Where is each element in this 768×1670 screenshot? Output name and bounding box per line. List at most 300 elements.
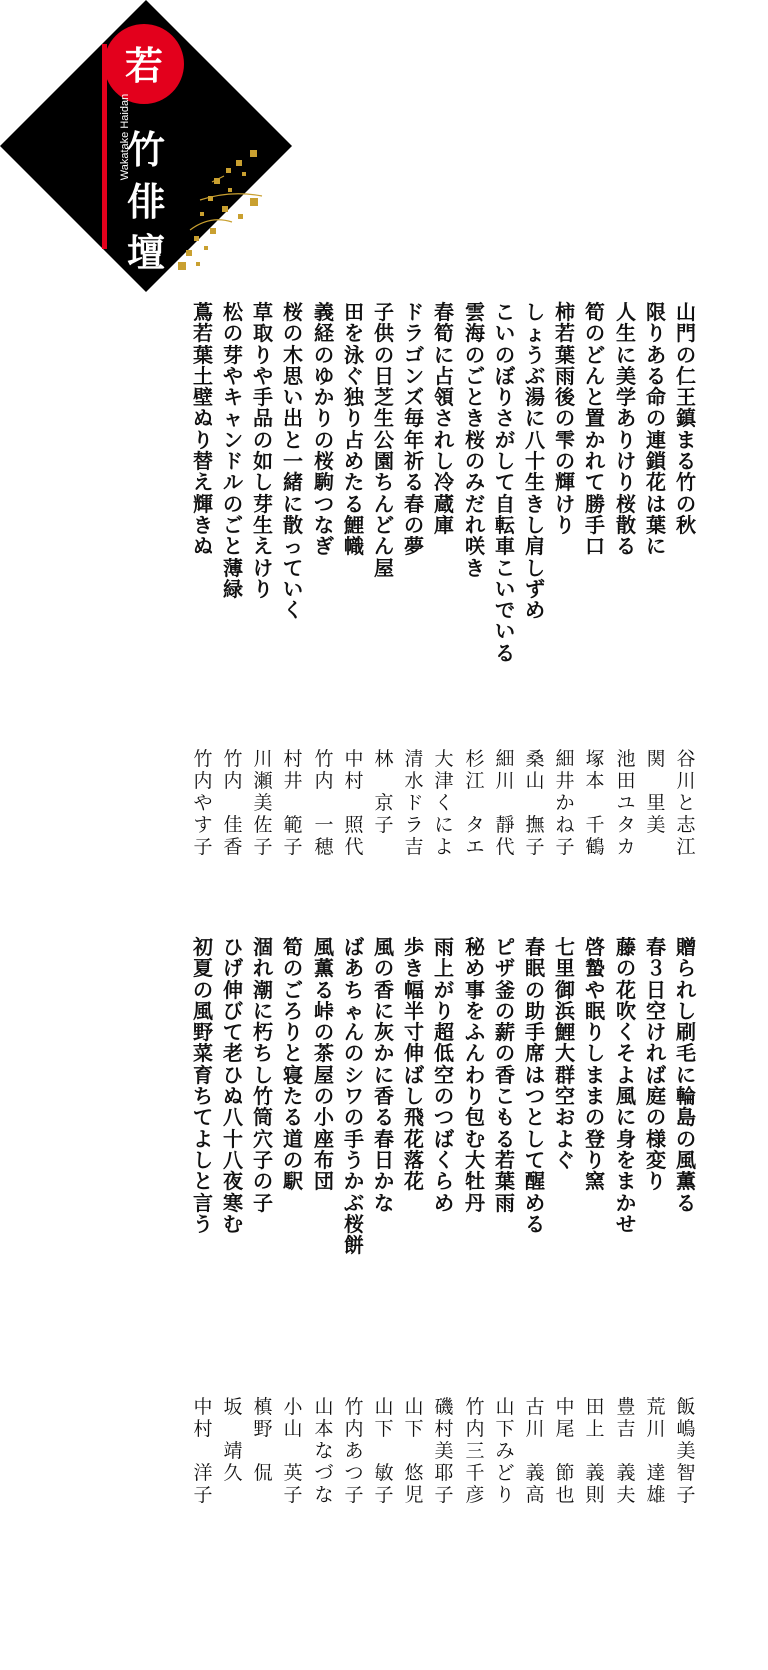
character: と — [525, 1105, 545, 1130]
character: 池 — [616, 748, 636, 770]
character: 子 — [253, 1190, 273, 1215]
character: 津 — [434, 770, 454, 792]
character: 桜 — [616, 491, 636, 516]
character: 夢 — [404, 534, 424, 559]
character: め — [525, 1190, 545, 1215]
haiku-poem — [491, 302, 519, 664]
character: 醒 — [525, 1169, 545, 1194]
character: 佳 — [223, 814, 243, 836]
character: 山 — [404, 1396, 424, 1418]
character: ン — [404, 363, 424, 388]
haiku-poem — [370, 302, 398, 579]
character: る — [646, 363, 666, 388]
haiku-poem — [521, 302, 549, 621]
haiku-author — [310, 748, 338, 858]
character: 育 — [193, 1062, 213, 1087]
character: 蔵 — [434, 491, 454, 516]
haiku-author — [612, 1396, 640, 1506]
haiku-author — [551, 1396, 579, 1506]
character: 年 — [404, 427, 424, 452]
character: め — [434, 1190, 454, 1215]
haiku-author — [370, 1396, 398, 1506]
character: に — [616, 342, 636, 367]
character: っ — [283, 534, 303, 559]
character: が — [495, 427, 515, 452]
character: 子 — [253, 1147, 273, 1172]
character: の — [314, 427, 334, 452]
character: に — [616, 1105, 636, 1130]
character — [340, 792, 368, 814]
haiku-author — [491, 1396, 519, 1506]
character: の — [525, 977, 545, 1002]
character: 刷 — [676, 1020, 696, 1045]
character: 子 — [676, 1484, 696, 1506]
character: ご — [465, 363, 485, 388]
character: 下 — [495, 1418, 515, 1440]
haiku-poem — [461, 937, 489, 1214]
character: り — [465, 1084, 485, 1109]
character: 人 — [616, 300, 636, 324]
character: 空 — [555, 1084, 575, 1109]
character: 野 — [253, 1418, 273, 1440]
character: 柿 — [555, 300, 575, 324]
character: ど — [374, 512, 394, 537]
haiku-poem — [581, 937, 609, 1193]
character: 里 — [555, 956, 575, 981]
character: 日 — [646, 977, 666, 1002]
character: の — [223, 491, 243, 516]
character: え — [193, 470, 213, 495]
character: 耶 — [434, 1462, 454, 1484]
character: 佐 — [253, 814, 273, 836]
character: つ — [434, 1105, 454, 1130]
character: て — [585, 470, 605, 495]
character: げ — [223, 956, 243, 981]
character: こ — [495, 1084, 515, 1109]
character: 生 — [616, 321, 636, 346]
character: ひ — [223, 935, 243, 959]
character: 村 — [193, 1418, 213, 1440]
character: 占 — [434, 363, 454, 388]
character: 手 — [253, 385, 273, 410]
character: 林 — [374, 748, 394, 770]
character: る — [404, 470, 424, 495]
character: を — [344, 321, 364, 346]
character: 空 — [646, 998, 666, 1023]
character: わ — [465, 1062, 485, 1087]
character: の — [374, 342, 394, 367]
character — [521, 792, 549, 814]
character: 湯 — [525, 385, 545, 410]
character: ま — [676, 427, 696, 452]
character: エ — [465, 836, 485, 858]
haiku-author — [642, 1396, 670, 1506]
haiku-poem — [340, 937, 368, 1256]
character: ゴ — [404, 342, 424, 367]
character: 節 — [555, 1462, 575, 1484]
character: り — [283, 1020, 303, 1045]
character: 春 — [434, 300, 454, 324]
character: 井 — [555, 770, 575, 792]
logo-char-hai: 俳 — [126, 179, 165, 224]
character: い — [283, 576, 303, 601]
character: 飛 — [404, 1105, 424, 1130]
character: 夫 — [616, 1484, 636, 1506]
haiku-author — [642, 748, 670, 836]
haiku-poem — [249, 937, 277, 1214]
character: そ — [616, 1041, 636, 1066]
character — [491, 792, 519, 814]
character: ど — [585, 342, 605, 367]
character: 京 — [374, 792, 394, 814]
character: 村 — [434, 1418, 454, 1440]
character: と — [585, 385, 605, 410]
character: 王 — [676, 385, 696, 410]
character: 木 — [283, 342, 303, 367]
character: 則 — [585, 1484, 605, 1506]
character: 葉 — [193, 342, 213, 367]
character: 自 — [495, 491, 515, 516]
character — [219, 1418, 247, 1440]
character: 鯉 — [555, 1020, 575, 1045]
character: り — [253, 342, 273, 367]
character: ば — [434, 1126, 454, 1151]
character: め — [344, 449, 364, 474]
character: 子 — [283, 836, 303, 858]
character: き — [525, 491, 545, 516]
character: 芝 — [374, 385, 394, 410]
haiku-author — [581, 748, 609, 858]
haiku-poem — [672, 937, 700, 1214]
character: し — [434, 449, 454, 474]
logo-char-waka: 若 — [124, 43, 163, 88]
character: 日 — [374, 363, 394, 388]
character: 釜 — [495, 977, 515, 1002]
haiku-poem — [521, 937, 549, 1235]
haiku-author — [461, 1396, 489, 1506]
character: 生 — [374, 406, 394, 431]
character: な — [314, 512, 334, 537]
character: 洋 — [193, 1462, 213, 1484]
character: カ — [616, 836, 636, 858]
character: 子 — [344, 1484, 364, 1506]
character: か — [555, 792, 575, 814]
character: つ — [344, 1462, 364, 1484]
character: ね — [555, 814, 575, 836]
character: た — [283, 1084, 303, 1109]
character: に — [676, 1062, 696, 1087]
character: む — [465, 1126, 485, 1151]
character: ン — [223, 427, 243, 452]
haiku-author — [340, 1396, 368, 1506]
character: け — [616, 449, 636, 474]
character: 筒 — [253, 1105, 273, 1130]
haiku-poem — [189, 937, 217, 1235]
character: の — [555, 406, 575, 431]
character: し — [404, 1084, 424, 1109]
character: 靖 — [223, 1440, 243, 1462]
character: 散 — [616, 512, 636, 537]
haiku-poem — [340, 302, 368, 558]
haiku-poem — [581, 302, 609, 558]
character: 香 — [374, 1084, 394, 1109]
character: 中 — [344, 748, 364, 770]
haiku-poem — [249, 302, 277, 600]
character: り — [585, 1020, 605, 1045]
character: ん — [374, 534, 394, 559]
character: 葉 — [646, 512, 666, 537]
character: 草 — [253, 300, 273, 324]
character: 志 — [676, 814, 696, 836]
character: 雄 — [646, 1484, 666, 1506]
character: 杉 — [465, 748, 485, 770]
character: 咲 — [465, 534, 485, 559]
character: 手 — [525, 1020, 545, 1045]
character: 啓 — [585, 935, 605, 959]
haiku-poem — [461, 302, 489, 579]
character: の — [676, 1126, 696, 1151]
character: 冷 — [434, 470, 454, 495]
character: 手 — [344, 1126, 364, 1151]
character: ぶ — [344, 1190, 364, 1215]
character: 一 — [283, 449, 303, 474]
character: 御 — [555, 977, 575, 1002]
character: 半 — [404, 998, 424, 1023]
character: こ — [495, 300, 515, 324]
character: 幅 — [404, 977, 424, 1002]
character: 老 — [223, 1041, 243, 1066]
character: 秋 — [676, 512, 696, 537]
character: 駒 — [314, 470, 334, 495]
character: の — [495, 998, 515, 1023]
character: の — [676, 342, 696, 367]
character: 嶋 — [676, 1418, 696, 1440]
character: と — [676, 792, 696, 814]
character — [551, 1440, 579, 1462]
character: 席 — [525, 1041, 545, 1066]
character: う — [344, 1147, 364, 1172]
character: ド — [404, 300, 424, 324]
character — [581, 792, 609, 814]
character: 荒 — [646, 1396, 666, 1418]
character: な — [374, 1190, 394, 1215]
character: 田 — [344, 300, 364, 324]
haiku-author — [310, 1396, 338, 1506]
character: 山 — [495, 1396, 515, 1418]
character: 瀬 — [253, 770, 273, 792]
character: 領 — [434, 385, 454, 410]
character: 竹 — [223, 748, 243, 770]
character: 雨 — [434, 935, 454, 959]
character: 竹 — [193, 748, 213, 770]
character: と — [465, 385, 485, 410]
character: 毎 — [404, 406, 424, 431]
character: の — [223, 321, 243, 346]
character: 公 — [374, 427, 394, 452]
character: 江 — [676, 836, 696, 858]
character: 経 — [314, 321, 334, 346]
character: 上 — [434, 956, 454, 981]
character: 独 — [344, 385, 364, 410]
character: て — [193, 1105, 213, 1130]
character: お — [555, 1105, 575, 1130]
character: 藤 — [616, 935, 636, 959]
haiku-author — [189, 748, 217, 858]
logo-char-take: 竹 — [126, 127, 165, 172]
character: 桜 — [344, 1211, 364, 1236]
character: き — [193, 512, 213, 537]
character: 八 — [223, 1147, 243, 1172]
character: か — [314, 385, 334, 410]
character: か — [585, 427, 605, 452]
character: あ — [344, 1440, 364, 1462]
haiku-author — [672, 748, 700, 858]
character: 車 — [495, 534, 515, 559]
character: だ — [465, 491, 485, 516]
character: 雨 — [555, 363, 575, 388]
character: 変 — [646, 1147, 666, 1172]
character: 島 — [676, 1105, 696, 1130]
character: な — [314, 1484, 334, 1506]
character: め — [465, 956, 485, 981]
character: 転 — [495, 512, 515, 537]
character: よ — [616, 1062, 636, 1087]
character: の — [344, 1105, 364, 1130]
haiku-author — [340, 748, 368, 858]
character: 桜 — [283, 300, 303, 324]
character: 初 — [193, 935, 213, 959]
character: 屋 — [314, 1062, 334, 1087]
character: ん — [585, 363, 605, 388]
character — [370, 770, 398, 792]
character: 香 — [374, 977, 394, 1002]
character: 小 — [314, 1105, 334, 1130]
character: 風 — [193, 998, 213, 1023]
character: 落 — [404, 1147, 424, 1172]
character: 内 — [344, 1418, 364, 1440]
character: を — [616, 1147, 636, 1172]
character: に — [434, 814, 454, 836]
character: 塚 — [585, 748, 605, 770]
character: れ — [434, 427, 454, 452]
character: 子 — [555, 836, 575, 858]
character: 高 — [525, 1484, 545, 1506]
character: 義 — [314, 300, 334, 324]
character: ラ — [404, 321, 424, 346]
character: 浜 — [555, 998, 575, 1023]
character: よ — [434, 836, 454, 858]
character: 泳 — [344, 342, 364, 367]
character: ぬ — [193, 406, 213, 431]
character: 限 — [646, 300, 666, 324]
character: 庫 — [434, 512, 454, 537]
character: び — [223, 998, 243, 1023]
wakatake-haidan-logo — [0, 0, 300, 300]
character: 窯 — [585, 1169, 605, 1194]
character: 範 — [283, 814, 303, 836]
haiku-author — [521, 1396, 549, 1506]
character: 身 — [616, 1126, 636, 1151]
character — [400, 1440, 428, 1462]
character: は — [525, 1062, 545, 1087]
character: キ — [223, 385, 243, 410]
character: い — [283, 385, 303, 410]
character: 春 — [404, 491, 424, 516]
character: 竹 — [465, 1396, 485, 1418]
character: 子 — [374, 814, 394, 836]
character: ３ — [646, 956, 666, 981]
character: 占 — [344, 427, 364, 452]
haiku-author — [430, 748, 458, 858]
character: 子 — [525, 836, 545, 858]
character: 吹 — [616, 998, 636, 1023]
haiku-author — [249, 1396, 277, 1484]
character: し — [253, 470, 273, 495]
character: 伸 — [223, 977, 243, 1002]
character: 品 — [253, 406, 273, 431]
character: の — [283, 1147, 303, 1172]
character: 寝 — [283, 1062, 303, 1087]
character: 七 — [555, 935, 575, 959]
character: 子 — [374, 300, 394, 324]
character: 槙 — [253, 1396, 273, 1418]
character: 本 — [314, 1418, 334, 1440]
character: る — [616, 534, 636, 559]
character: 菜 — [193, 1041, 213, 1066]
character: 寒 — [223, 1190, 243, 1215]
character: 達 — [646, 1462, 666, 1484]
character: れ — [585, 449, 605, 474]
haiku-poem — [672, 302, 700, 536]
character: 毛 — [676, 1041, 696, 1066]
character: あ — [344, 956, 364, 981]
character: 川 — [646, 1418, 666, 1440]
character: ま — [616, 1169, 636, 1194]
character: の — [495, 1041, 515, 1066]
character: 輝 — [555, 470, 575, 495]
character: 千 — [465, 1462, 485, 1484]
character: 大 — [465, 1147, 485, 1172]
character: 竹 — [676, 470, 696, 495]
character: ょ — [525, 321, 545, 346]
character: 穴 — [253, 1126, 273, 1151]
character: 事 — [465, 977, 485, 1002]
character: す — [193, 814, 213, 836]
character: の — [283, 956, 303, 981]
character: 壁 — [193, 385, 213, 410]
character: り — [193, 427, 213, 452]
character: く — [283, 598, 303, 623]
character: 内 — [465, 1418, 485, 1440]
character: 布 — [314, 1147, 334, 1172]
character: 敏 — [374, 1462, 394, 1484]
character: ば — [344, 935, 364, 959]
logo-romaji: Wakatake Haidan — [119, 93, 131, 181]
character: ら — [676, 956, 696, 981]
character: 鶴 — [585, 836, 605, 858]
character: 里 — [646, 792, 666, 814]
character: 出 — [283, 406, 303, 431]
character: 輝 — [193, 491, 213, 516]
character: ド — [223, 449, 243, 474]
character: ち — [193, 1084, 213, 1109]
haiku-poem — [370, 937, 398, 1214]
character: 花 — [404, 1169, 424, 1194]
character: 登 — [585, 1126, 605, 1151]
haiku-poem — [400, 302, 428, 558]
character: 内 — [223, 770, 243, 792]
character: 川 — [676, 770, 696, 792]
